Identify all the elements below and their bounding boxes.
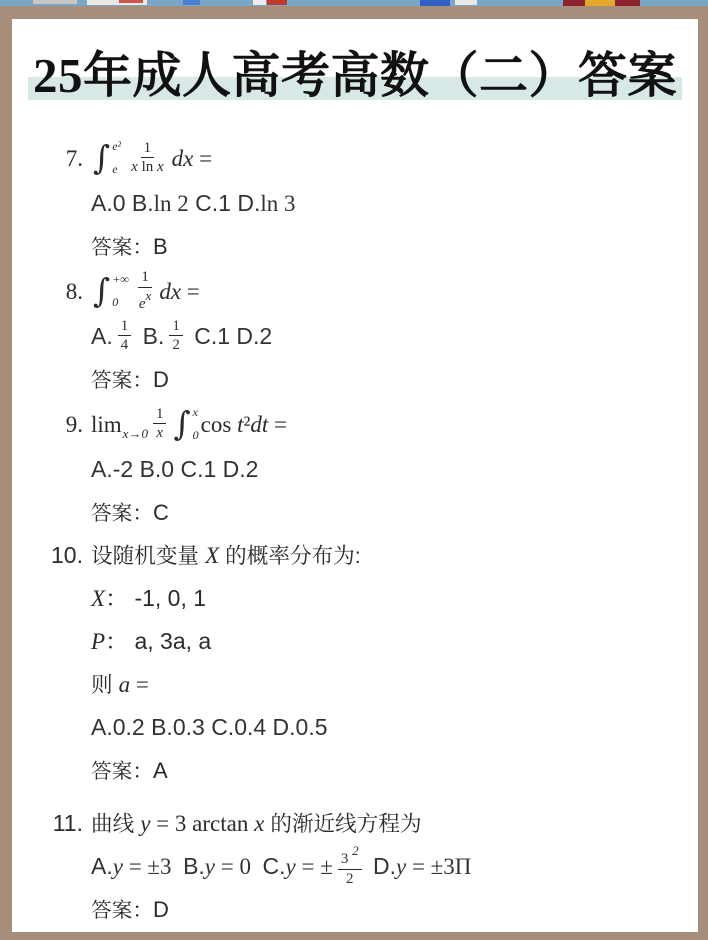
question-9 <box>12 401 698 534</box>
text-segment: ： a, 3a, a <box>105 628 212 654</box>
question-line <box>65 135 698 182</box>
text-segment: 3 <box>340 851 353 868</box>
text-segment: A.0.2 B.0.3 C.0.4 D.0.5 <box>91 714 328 740</box>
text-segment: D <box>153 367 169 392</box>
question-line <box>91 663 698 706</box>
text-segment: y <box>140 811 151 836</box>
fraction-numerator <box>141 139 155 159</box>
integral-icon: ∫ <box>93 138 111 178</box>
text-segment: = 0 <box>215 854 263 879</box>
question-line <box>91 491 698 534</box>
question-line <box>91 577 698 620</box>
text-segment: x <box>156 425 164 442</box>
limit-subscript: x→0 <box>122 426 148 441</box>
fraction-denominator <box>136 288 154 314</box>
text-segment: y <box>204 854 216 879</box>
text-segment: D. <box>366 853 396 879</box>
thumbnail-fragment-blue-tab <box>420 0 450 6</box>
text-segment: 答案： <box>91 236 154 259</box>
text-segment: D <box>153 897 169 922</box>
text-segment: P <box>91 629 106 654</box>
text-segment: cos <box>200 412 238 437</box>
thumbnail-fragment-gold-center <box>585 0 615 6</box>
text-segment: 2 <box>172 337 180 354</box>
text-segment: = 3 arctan <box>150 811 255 836</box>
upper-limit: x <box>192 404 198 419</box>
text-segment: 答案： <box>91 369 154 392</box>
text-segment: C. <box>262 853 286 879</box>
thumbnail-fragment-white-tab <box>455 0 477 5</box>
page-title <box>12 47 698 111</box>
text-segment: 1 <box>120 317 129 334</box>
upper-limit: +∞ <box>112 271 129 286</box>
text-segment: = ±3Π <box>406 854 472 879</box>
integral-with-limits <box>93 140 121 176</box>
questions-list <box>12 135 698 931</box>
thumbnail-fragment-gray-bar <box>33 0 77 4</box>
text-segment: ln 3 <box>260 191 296 216</box>
text-segment: y <box>395 854 407 879</box>
fraction-numerator <box>153 405 167 425</box>
text-segment: = <box>268 412 287 437</box>
integral-limits <box>112 273 129 309</box>
question-line <box>91 315 698 358</box>
fraction-denominator <box>128 158 167 177</box>
fraction-denominator <box>153 424 166 443</box>
text-segment: 的概率分布为: <box>219 543 361 568</box>
fraction-numerator <box>138 268 152 288</box>
text-segment: A. <box>91 853 113 879</box>
text-segment: y <box>112 854 123 879</box>
text-segment: = <box>193 146 213 171</box>
text-segment: 曲线 <box>91 811 141 836</box>
text-segment: dx <box>159 279 182 304</box>
integral-with-limits <box>173 406 198 442</box>
text-segment: A.0 B. <box>91 190 154 216</box>
text-segment: 2 <box>352 843 359 859</box>
text-segment: a <box>118 672 131 697</box>
text-segment: X <box>91 586 106 611</box>
text-segment: = ±3 <box>122 854 184 879</box>
page-title-text: 25年成人高考高数（二）答案 <box>32 48 677 103</box>
question-number: 11. <box>52 810 83 836</box>
fraction <box>153 405 167 444</box>
text-segment: = ± <box>295 854 333 879</box>
question-line <box>91 845 698 888</box>
text-segment: C.1 D. <box>188 190 261 216</box>
text-segment: A.-2 B.0 C.1 D.2 <box>91 456 259 482</box>
fraction <box>118 317 132 356</box>
fraction-denominator <box>118 336 132 355</box>
text-segment: x <box>131 159 138 176</box>
thumbnail-fragment-blue-chip <box>183 0 200 5</box>
fraction-denominator <box>169 336 183 355</box>
text-segment: 2 <box>345 870 354 887</box>
fraction <box>128 139 167 178</box>
text-segment: A. <box>91 323 113 349</box>
question-line <box>52 802 698 845</box>
integral-limits <box>193 406 199 442</box>
fraction-numerator <box>118 317 132 337</box>
text-segment: 答案： <box>91 899 154 922</box>
question-line <box>91 358 698 401</box>
thumbnail-fragment-red-line <box>119 0 143 3</box>
thumbnail-fragment-red-chip <box>267 0 287 5</box>
lower-limit: e <box>112 161 118 176</box>
question-line <box>91 620 698 663</box>
integral-icon: ∫ <box>173 404 191 444</box>
question-line <box>91 749 698 792</box>
question-line <box>91 182 698 225</box>
text-segment: 4 <box>120 337 129 354</box>
question-10 <box>12 534 698 792</box>
text-segment: = <box>181 279 200 304</box>
question-11 <box>12 802 698 931</box>
fraction <box>338 843 362 889</box>
text-segment: B <box>153 234 168 259</box>
text-segment: ln <box>137 159 157 176</box>
upper-limit: e² <box>112 138 122 153</box>
text-segment: 设随机变量 <box>91 543 206 568</box>
question-7 <box>12 135 698 268</box>
text-segment: dt <box>250 412 269 437</box>
question-number: 9. <box>65 412 83 437</box>
text-segment: ln 2 <box>153 191 189 216</box>
question-line <box>65 401 698 448</box>
text-segment: e <box>138 295 146 312</box>
question-line <box>65 268 698 315</box>
question-number: 10. <box>51 542 83 568</box>
text-segment: dx <box>171 146 194 171</box>
lower-limit: 0 <box>112 294 119 309</box>
text-segment: x <box>254 811 265 836</box>
text-segment: 1 <box>143 139 152 156</box>
text-segment: 的渐近线方程为 <box>264 811 422 836</box>
integral-limits <box>112 140 121 176</box>
question-line <box>91 706 698 749</box>
question-number: 7. <box>65 146 83 171</box>
text-segment: 则 <box>91 672 119 697</box>
text-segment: 答案： <box>91 502 154 525</box>
text-segment: y <box>285 854 296 879</box>
desktop-top-strip <box>0 0 708 6</box>
fraction <box>136 268 154 314</box>
question-line <box>91 225 698 268</box>
text-segment: x <box>145 287 152 303</box>
text-segment: ： -1, 0, 1 <box>105 585 207 611</box>
integral-with-limits <box>93 273 129 309</box>
text-segment: X <box>205 543 220 568</box>
answer-card-paper <box>12 19 698 932</box>
fraction <box>169 317 183 356</box>
thumbnail-fragment-white-chip <box>253 0 266 5</box>
text-segment: A <box>153 758 168 783</box>
question-line <box>91 448 698 491</box>
text-segment: = <box>130 672 149 697</box>
text-segment: C.1 D.2 <box>187 323 273 349</box>
lower-limit: 0 <box>192 427 199 442</box>
text-segment: 1 <box>172 317 180 334</box>
integral-icon: ∫ <box>93 271 111 311</box>
text-segment: B. <box>183 853 205 879</box>
fraction-numerator <box>338 843 362 870</box>
question-number: 8. <box>65 279 83 304</box>
text-segment: B. <box>136 323 165 349</box>
limit-operator: $\lim_{x\to 0}$ <box>91 412 148 441</box>
text-segment: C <box>153 500 169 525</box>
question-8 <box>12 268 698 401</box>
text-segment: t <box>237 412 244 437</box>
question-line <box>91 888 698 931</box>
fraction-denominator <box>343 870 357 889</box>
text-segment: x <box>156 159 164 176</box>
fraction-numerator <box>169 317 183 337</box>
text-segment: 1 <box>155 405 164 422</box>
text-segment: 1 <box>141 269 149 286</box>
question-line <box>51 534 698 577</box>
text-segment: 答案： <box>91 760 154 783</box>
text-segment: ² <box>243 412 251 437</box>
